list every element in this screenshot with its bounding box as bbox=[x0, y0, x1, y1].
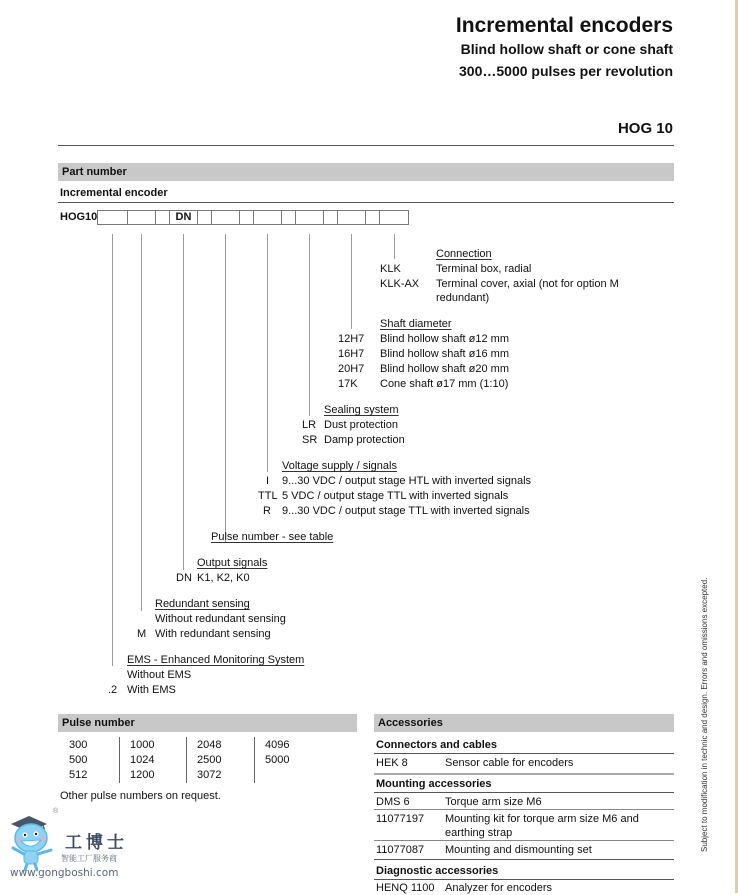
accessory-code: 11077087 bbox=[376, 844, 425, 856]
pulse-column-divider bbox=[119, 737, 120, 783]
divider bbox=[374, 773, 674, 775]
option-code: DN bbox=[176, 572, 192, 584]
accessory-row bbox=[376, 843, 674, 857]
pulse-column-1 bbox=[69, 738, 87, 783]
accessory-desc: Torque arm size M6 bbox=[445, 796, 542, 808]
pulse-connector-line bbox=[225, 234, 226, 542]
ems-title: EMS - Enhanced Monitoring System bbox=[127, 654, 305, 666]
option-desc: 5 VDC / output stage TTL with inverted signals bbox=[282, 490, 509, 502]
option-desc: 9...30 VDC / output stage TTL with inverted signals bbox=[282, 505, 530, 517]
pulse-value: 1200 bbox=[130, 769, 155, 781]
option-desc: Damp protection bbox=[324, 434, 405, 446]
page-subtitle-shaft: Blind hollow shaft or cone shaft bbox=[460, 41, 673, 57]
page-title: Incremental encoders bbox=[455, 14, 673, 37]
pulse-value: 1024 bbox=[130, 754, 155, 766]
pulse-value: 2500 bbox=[197, 754, 222, 766]
registered-mark: ® bbox=[53, 808, 59, 815]
accessory-code: 11077197 bbox=[376, 813, 425, 825]
accessory-desc: Analyzer for encoders bbox=[445, 882, 552, 894]
disclaimer-note: Subject to modification in technic and design. Errors and omissions excepted. bbox=[700, 577, 709, 852]
accessory-row bbox=[376, 812, 674, 840]
redundant-connector-line bbox=[141, 234, 142, 611]
watermark-logo bbox=[5, 808, 145, 888]
accessory-desc: Sensor cable for encoders bbox=[445, 757, 574, 769]
option-code: M bbox=[137, 628, 147, 640]
option-desc: Without redundant sensing bbox=[155, 613, 286, 625]
accessory-code: DMS 6 bbox=[376, 796, 410, 808]
code-box-spacer bbox=[365, 210, 380, 225]
option-desc: With redundant sensing bbox=[155, 628, 271, 640]
option-code: 20H7 bbox=[338, 363, 365, 375]
pulse-value: 2048 bbox=[197, 739, 222, 751]
accessory-group-title: Diagnostic accessories bbox=[376, 865, 499, 877]
code-box-spacer bbox=[239, 210, 254, 225]
code-box-pulse bbox=[211, 210, 240, 225]
pulse-column-divider bbox=[254, 737, 255, 783]
code-box-output: DN bbox=[169, 210, 198, 225]
code-box-spacer bbox=[197, 210, 212, 225]
option-desc: Blind hollow shaft ø12 mm bbox=[380, 333, 509, 345]
option-desc: Terminal cover, axial (not for option M bbox=[436, 278, 619, 290]
pulse-title: Pulse number - see table bbox=[211, 531, 334, 543]
code-box-voltage bbox=[253, 210, 282, 225]
code-box-spacer bbox=[323, 210, 338, 225]
pulse-value: 500 bbox=[69, 754, 88, 766]
accessory-code: HENQ 1100 bbox=[376, 882, 435, 894]
code-box-redundant bbox=[127, 210, 156, 225]
option-code: KLK-AX bbox=[380, 278, 420, 290]
part-number-divider bbox=[58, 202, 674, 203]
pulse-value: 5000 bbox=[265, 754, 290, 766]
ems-connector-line bbox=[112, 234, 113, 666]
part-number-prefix: HOG10 bbox=[60, 211, 98, 223]
pulse-table-note: Other pulse numbers on request. bbox=[60, 790, 221, 802]
option-desc: 9...30 VDC / output stage HTL with inverted signals bbox=[282, 475, 532, 487]
code-box-sealing bbox=[295, 210, 324, 225]
option-code: .2 bbox=[108, 684, 118, 696]
option-desc: Cone shaft ø17 mm (1:10) bbox=[380, 378, 509, 390]
accessory-desc-cont: earthing strap bbox=[445, 827, 513, 839]
pulse-value: 1000 bbox=[130, 739, 155, 751]
code-box-spacer bbox=[281, 210, 296, 225]
voltage-connector-line bbox=[267, 234, 268, 472]
option-desc-cont: redundant) bbox=[436, 292, 490, 304]
pulse-value: 512 bbox=[69, 769, 88, 781]
code-box-shaft bbox=[337, 210, 366, 225]
shaft-title: Shaft diameter bbox=[380, 318, 452, 330]
pulse-value: 300 bbox=[69, 739, 88, 751]
divider bbox=[374, 879, 674, 880]
sealing-connector-line bbox=[309, 234, 310, 416]
divider bbox=[374, 792, 674, 793]
option-code: TTL bbox=[258, 490, 278, 502]
option-code: 17K bbox=[338, 378, 358, 390]
pulse-column-4 bbox=[265, 738, 289, 768]
brand-name: 工博士 bbox=[65, 833, 128, 853]
accessory-code: HEK 8 bbox=[376, 757, 408, 769]
connection-connector-line bbox=[394, 234, 395, 259]
accessory-desc: Mounting kit for torque arm size M6 and bbox=[445, 813, 639, 825]
pulse-column-3 bbox=[197, 738, 221, 783]
option-desc: Terminal box, radial bbox=[436, 263, 532, 275]
header-divider bbox=[58, 145, 674, 146]
accessories-header: Accessories bbox=[374, 714, 674, 732]
output-connector-line bbox=[183, 234, 184, 570]
sealing-title: Sealing system bbox=[324, 404, 399, 416]
option-code: R bbox=[263, 505, 271, 517]
divider bbox=[374, 840, 674, 841]
option-desc: K1, K2, K0 bbox=[197, 572, 250, 584]
accessory-group-title: Connectors and cables bbox=[376, 739, 498, 751]
shaft-connector-line bbox=[351, 234, 352, 329]
accessory-row bbox=[376, 795, 674, 809]
output-title: Output signals bbox=[197, 557, 268, 569]
connection-title: Connection bbox=[436, 248, 492, 260]
brand-url: www.gongboshi.com bbox=[10, 867, 119, 879]
option-desc: Blind hollow shaft ø16 mm bbox=[380, 348, 509, 360]
code-box-ems bbox=[97, 210, 128, 225]
accessory-desc: Mounting and dismounting set bbox=[445, 844, 592, 856]
option-code: LR bbox=[302, 419, 317, 431]
code-box-connection bbox=[379, 210, 409, 225]
mascot-icon bbox=[7, 812, 63, 872]
option-code: SR bbox=[302, 434, 318, 446]
pulse-value: 3072 bbox=[197, 769, 222, 781]
model-name: HOG 10 bbox=[617, 120, 673, 137]
option-code: 16H7 bbox=[338, 348, 365, 360]
voltage-title: Voltage supply / signals bbox=[282, 460, 397, 472]
part-number-subtitle: Incremental encoder bbox=[60, 187, 168, 199]
page-subtitle-pulses: 300…5000 pulses per revolution bbox=[459, 63, 673, 79]
redundant-title: Redundant sensing bbox=[155, 598, 250, 610]
divider bbox=[374, 753, 674, 754]
option-code: KLK bbox=[380, 263, 401, 275]
code-box-spacer bbox=[155, 210, 170, 225]
option-desc: With EMS bbox=[127, 684, 176, 696]
brand-tagline: 智能工厂服务商 bbox=[61, 854, 117, 863]
accessory-row bbox=[376, 756, 674, 770]
option-desc: Without EMS bbox=[127, 669, 192, 681]
pulse-column-divider bbox=[186, 737, 187, 783]
pulse-table-header: Pulse number bbox=[58, 714, 357, 732]
option-desc: Dust protection bbox=[324, 419, 398, 431]
divider bbox=[374, 859, 674, 860]
accessory-group-title: Mounting accessories bbox=[376, 778, 492, 790]
part-number-section-header: Part number bbox=[58, 163, 674, 181]
pulse-value: 4096 bbox=[265, 739, 290, 751]
divider bbox=[374, 809, 674, 810]
option-code: 12H7 bbox=[338, 333, 365, 345]
pulse-column-2 bbox=[130, 738, 154, 783]
option-desc: Blind hollow shaft ø20 mm bbox=[380, 363, 509, 375]
option-code: I bbox=[266, 475, 270, 487]
